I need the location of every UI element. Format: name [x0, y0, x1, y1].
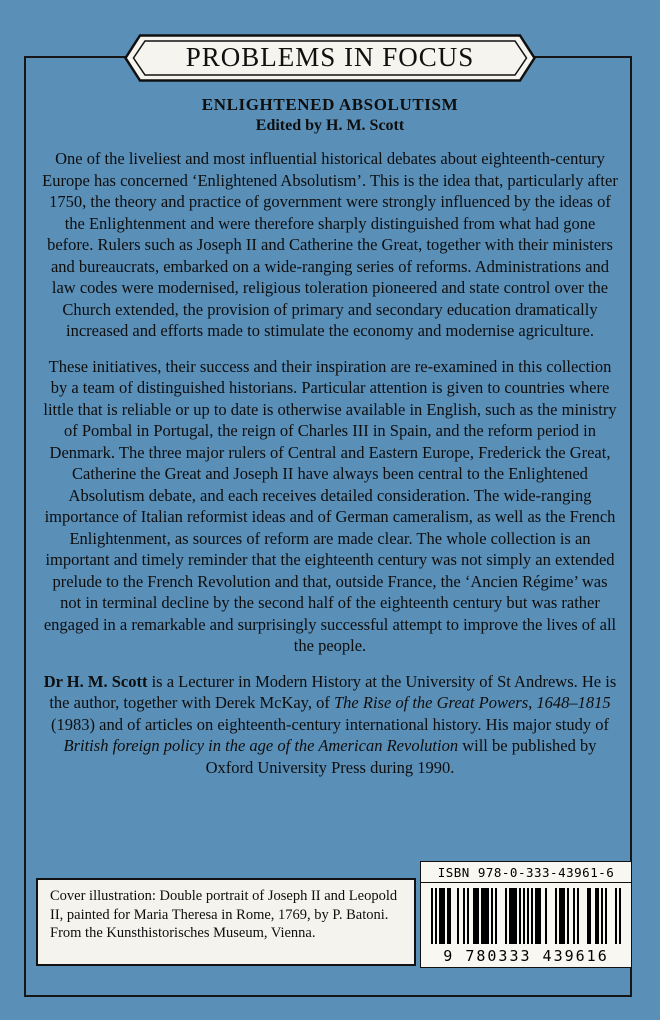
book-reference-1: The Rise of the Great Powers, 1648–1815: [333, 693, 611, 712]
editor-line: Edited by H. M. Scott: [255, 117, 405, 134]
blurb-paragraph-2: These initiatives, their success and their inspiration are re-examined in this collection by a team of distinguished historians. Particular attention is given to countries where little that is reliable or up to date is otherwise available in English, such as the ministry of Pombal in Portugal, the reign of Charles III in Spain, and the reform period in Denmark. The three major rulers of Central and Eastern Europe, Frederick the Great, Catherine the Great and Joseph II have always been central to the Enlightened Absolutism debate, and each receives detailed consideration. The wide-ranging importance of Italian reformist ideas and of German cameralism, as well as the French Enlightenment, as sources of reform are made clear. The whole collection is an important and timely reminder that the eighteenth century was not simply an extended prelude to the French Revolution and that, outside France, the ‘Ancien Régime’ was not in terminal decline by the second half of the eighteenth century but was rather engaged in a remarkable and surprisingly successful attempt to improve the lives of all the people.: [43, 356, 617, 655]
barcode: [429, 888, 623, 944]
cover-illustration-note: [36, 878, 416, 966]
isbn-label: ISBN 978-0-333-43961-6: [421, 862, 631, 883]
author-bio-text-3: will be published by Oxford University Press during 1990.: [205, 736, 597, 777]
cover-illustration-text: Cover illustration: Double portrait of Joseph II and Leopold II, painted for Maria Theresa in Rome, 1769, by P. Batoni. From the Kunsthistorisches Museum, Vienna.: [50, 888, 398, 941]
author-bio-paragraph: [40, 671, 620, 779]
author-name: Dr H. M. Scott: [43, 671, 148, 691]
book-reference-2: British foreign policy in the age of the American Revolution: [63, 736, 459, 755]
barcode-panel: [420, 861, 632, 968]
barcode-digits: 9 780333 439616: [443, 947, 609, 965]
blurb-paragraph-1: One of the liveliest and most influential historical debates about eighteenth-century Europe has concerned ‘Enlightened Absolutism’. This is the idea that, particularly after 1750, the theory and practice of government were strongly influenced by the ideas of the Enlightenment and were therefore sharply distinguished from what had gone before. Rulers such as Joseph II and Catherine the Great, together with their ministers and bureaucrats, embarked on a wide-ranging series of reforms. Administrations and law codes were modernised, religious toleration pioneered and state control over the Church extended, the provision of primary and secondary education dramatically increased and efforts made to stimulate the economy and modernise agriculture.: [42, 149, 618, 340]
series-banner: [124, 34, 536, 82]
author-bio-text-1: is a Lecturer in Modern History at the University of St Andrews. He is the author, together with Derek McKay, of: [49, 671, 617, 712]
author-bio-text-2: (1983) and of articles on eighteenth-century international history. His major study of: [51, 714, 609, 734]
series-title: PROBLEMS IN FOCUS: [185, 42, 475, 72]
cover-text: [40, 95, 620, 792]
book-title: ENLIGHTENED ABSOLUTISM: [201, 95, 459, 114]
